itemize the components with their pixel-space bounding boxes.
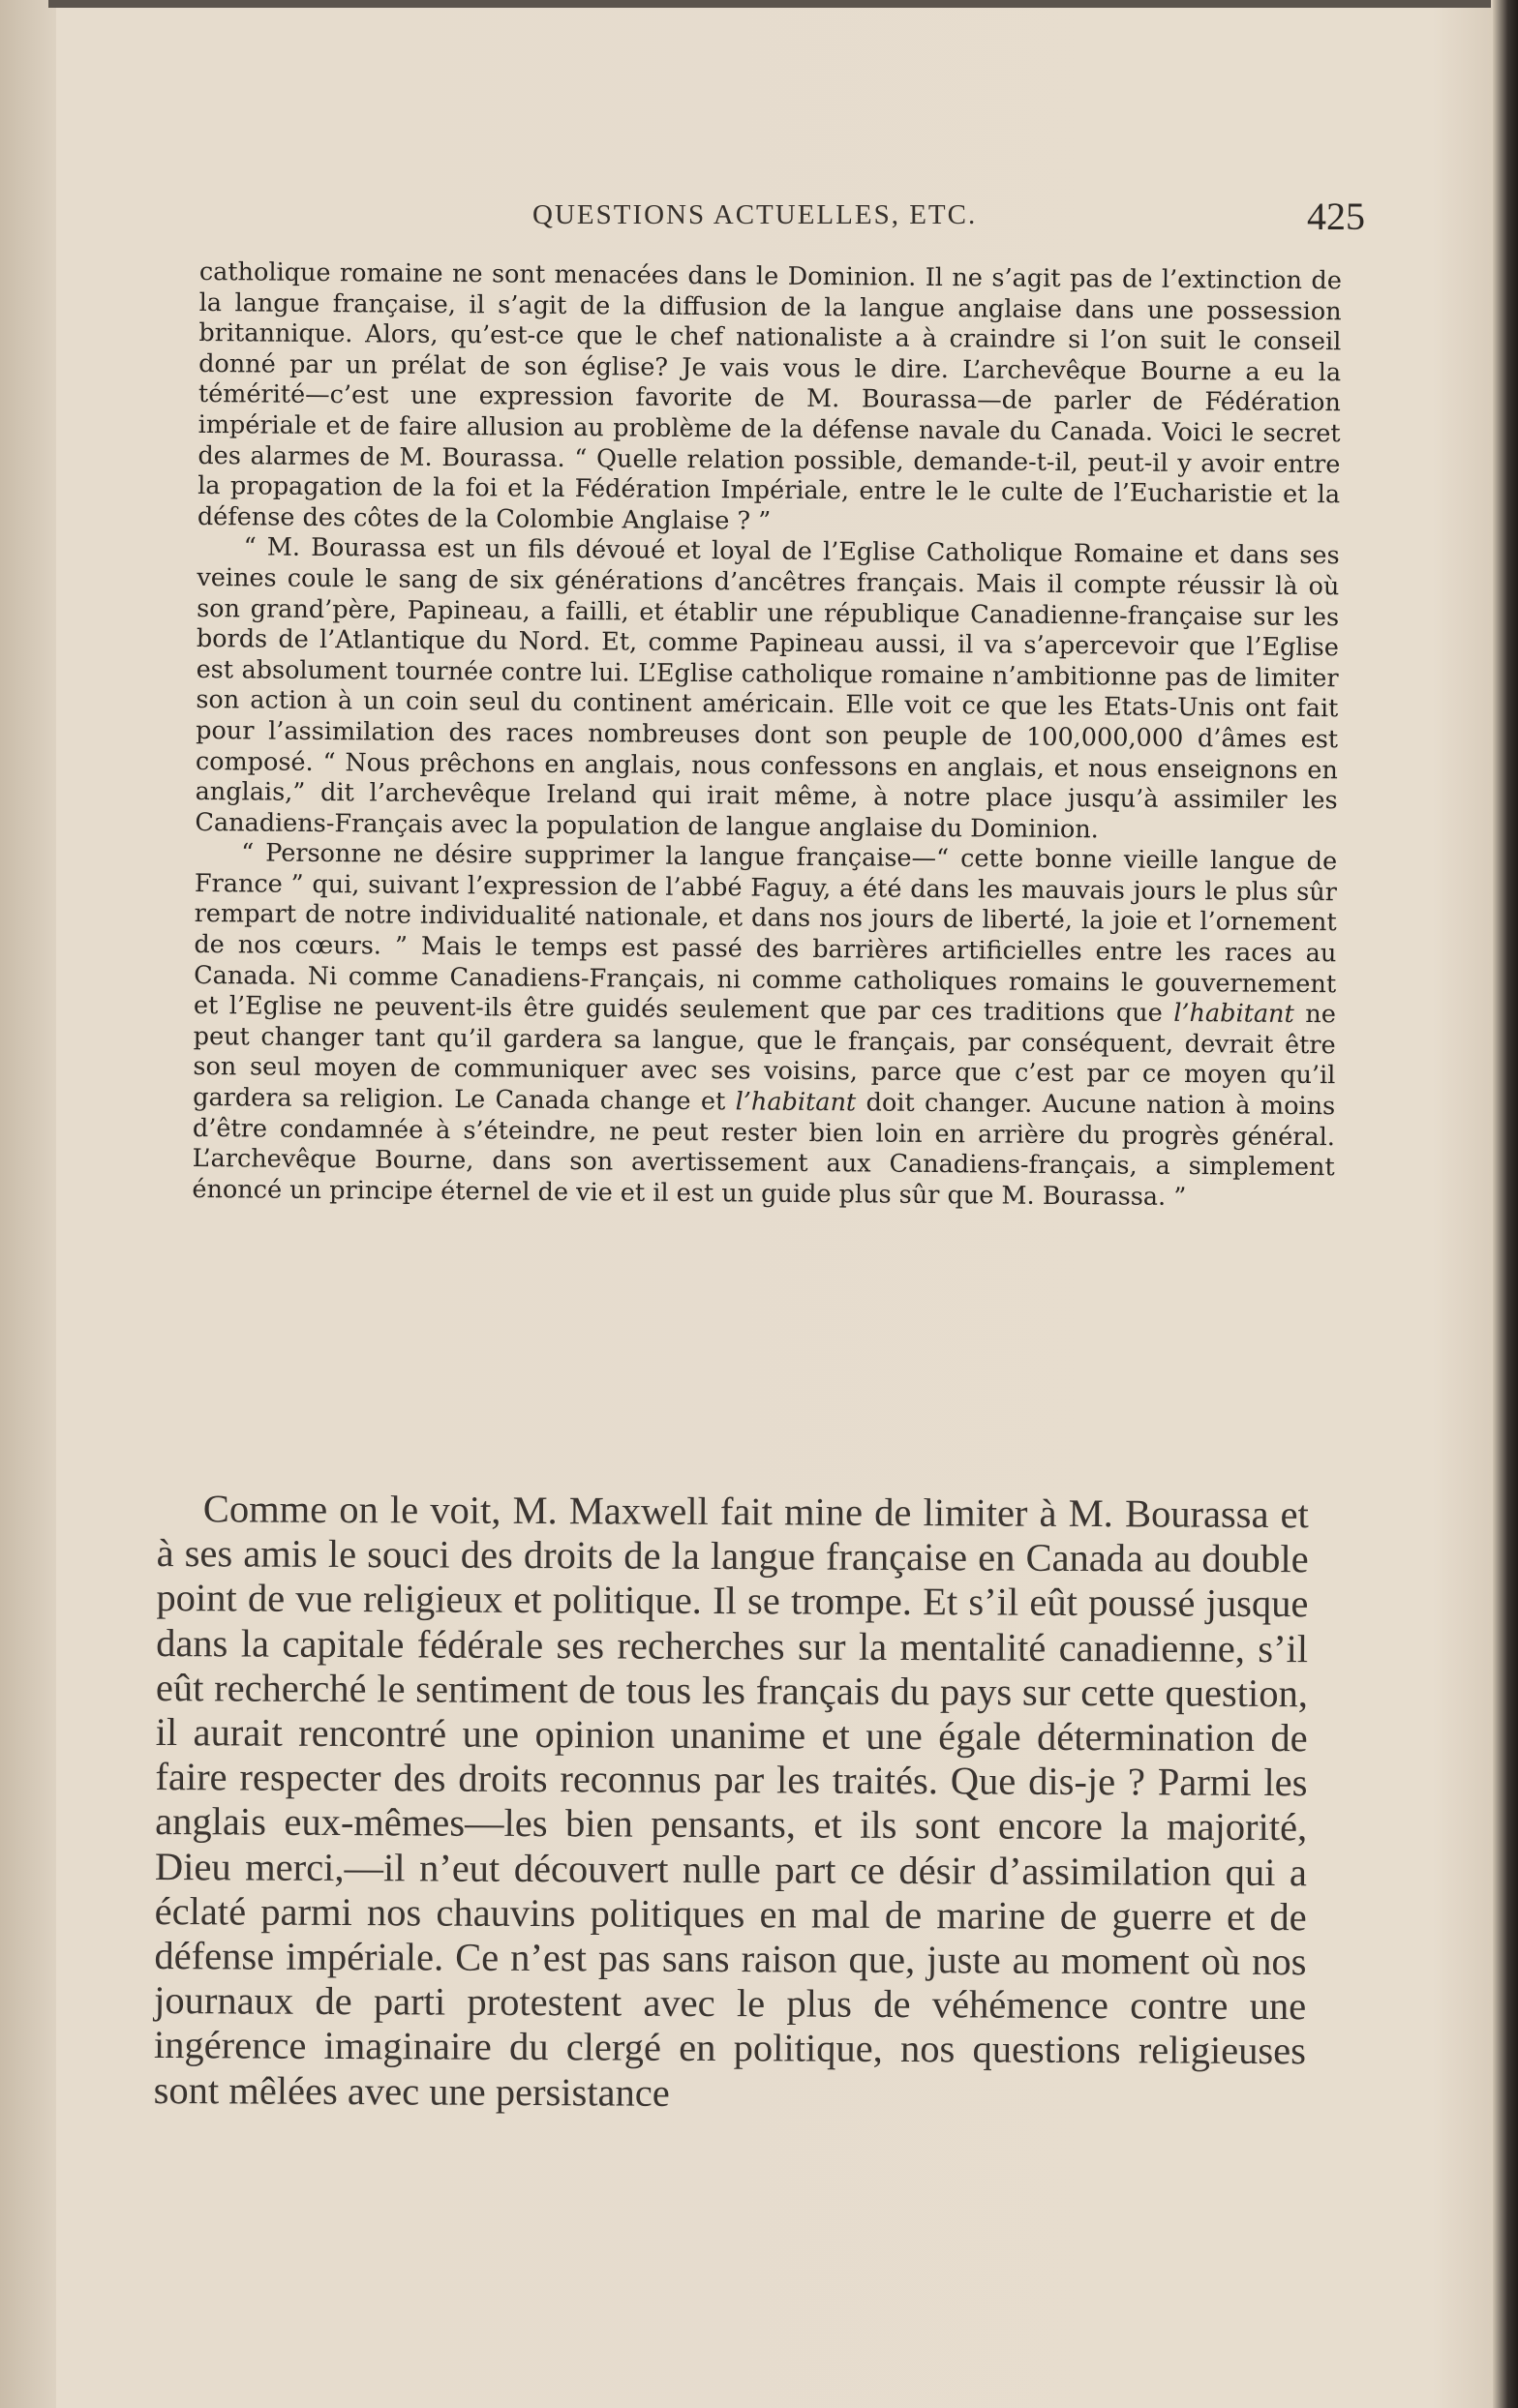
- book-binding-edge: [1493, 0, 1518, 2408]
- scan-top-edge: [48, 0, 1491, 8]
- page-number: 425: [1307, 195, 1365, 238]
- quote-text: “ Personne ne désire supprimer la langue française—“ cette bonne vieille langue de France ” qui, suivant l’expression de l’abbé Faguy, a été dans les mauvais jours le plus sûr rempart de notre individualité nationale, et dans nos jours de liberté, la joie et l’ornement de nos cœurs. ” Mais le temps est passé des barrières artificielles entre les races au Canada. Ni comme Canadiens-Français, ni comme catholiques romains le gouvernement et l’Eglise ne peuvent-ils être guidés seulement que par ces traditions que: [193, 838, 1338, 1029]
- quote-paragraph-3: [192, 838, 1337, 1214]
- body-text: [154, 1487, 1309, 2119]
- italic-term: l’habitant: [735, 1087, 857, 1118]
- quote-paragraph-2: “ M. Bourassa est un fils dévoué et loyal de l’Eglise Catholique Romaine et dans ses veines coule le sang de six générations d’ancêtres français. Mais il compte réussir là où son grand’père, Papineau, a failli, et établir une république Canadienne-française sur les bords de l’Atlantique du Nord. Et, comme Papineau aussi, il va s’apercevoir que l’Eglise est absolument tournée contre lui. L’Eglise catholique romaine n’ambitionne pas de limiter son action à un coin seul du continent américain. Elle voit ce que les Etats-Unis ont fait pour l’assimilation des races nombreuses dont son peuple de 100,000,000 d’âmes est composé. “ Nous prêchons en anglais, nous confessons en anglais, et nous enseignons en anglais,” dit l’archevêque Ireland qui irait même, à notre place jusqu’à assimiler les Canadiens-Français avec la population de langue anglaise du Dominion.: [195, 532, 1340, 845]
- quote-paragraph-1: catholique romaine ne sont menacées dans le Dominion. Il ne s’agit pas de l’extinction de la langue française, il s’agit de la diffusion de la langue anglaise dans une possession britannique. Alors, qu’est-ce que le chef nationaliste a à craindre si l’on suit le conseil donné par un prélat de son église? Je vais vous le dire. L’archevêque Bourne a eu la témérité—c’est une expression favorite de M. Bourassa—de parler de Fédération impériale et de faire allusion au problème de la défense navale du Canada. Voici le secret des alarmes de M. Bourassa. “ Quelle relation possible, demande-t-il, peut-il y avoir entre la propagation de la foi et la Fédération Impériale, entre le le culte de l’Eucharistie et la défense des côtes de la Colombie Anglaise ? ”: [197, 257, 1342, 536]
- quote-text: ne peut changer tant qu’il gardera sa langue, que le français, par conséquent, devrait être son seul moyen de communiquer avec ses voisins, parce que c’est par ce moyen qu’il gardera sa religion. Le Canada change et: [193, 1000, 1337, 1117]
- italic-term: l’habitant: [1173, 999, 1294, 1030]
- page-header: [194, 190, 1365, 248]
- running-head: QUESTIONS ACTUELLES, ETC.: [532, 199, 978, 230]
- page-gutter-shadow: [0, 0, 56, 2408]
- body-paragraph: Comme on le voit, M. Maxwell fait mine de limiter à M. Bourassa et à ses amis le souci des droits de la langue française en Canada au double point de vue religieux et politique. Il se trompe. Et s’il eût poussé jusque dans la capitale fédérale ses recherches sur la mentalité canadienne, s’il eût recherché le sentiment de tous les français du pays sur cette question, il aurait rencontré une opinion unanime et une égale détermination de faire respecter des droits reconnus par les traités. Que dis-je ? Parmi les anglais eux-mêmes—les bien pensants, et ils sont encore la majorité, Dieu merci,—il n’eut découvert nulle part ce désir d’assimilation qui a éclaté parmi nos chauvins politiques en mal de marine de guerre et de défense impériale. Ce n’est pas sans raison que, juste au moment où nos journaux de parti protestent avec le plus de véhémence contre une ingérence imaginaire du clergé en politique, nos questions religieuses sont mêlées avec une persistance: [153, 1487, 1309, 2115]
- block-quote: [192, 257, 1342, 1215]
- quote-text: doit changer. Aucune nation à moins d’être condamnée à s’éteindre, ne peut rester bien loin en arrière du progrès général. L’archevêque Bourne, dans son avertissement aux Canadiens-français, a simplement énoncé un principe éternel de vie et il est un guide plus sûr que M. Bourassa. ”: [192, 1088, 1336, 1212]
